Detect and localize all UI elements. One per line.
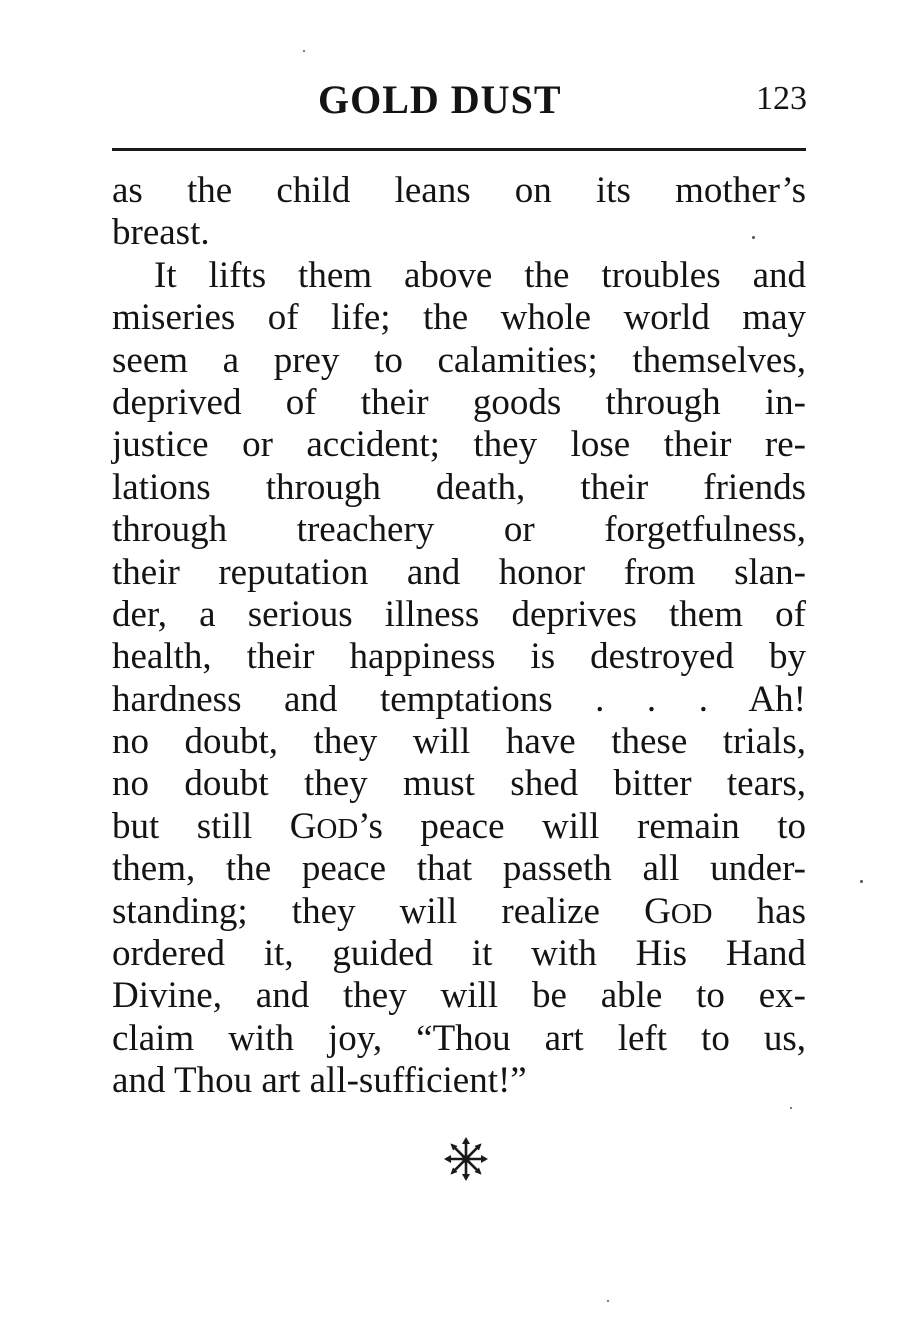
text-line: them, the peace that passeth all under- xyxy=(112,848,806,890)
text-line: standing; they will realize GOD has xyxy=(112,890,806,932)
text-line: health, their happiness is destroyed by xyxy=(112,636,806,678)
text-line: ordered it, guided it with His Hand xyxy=(112,933,806,975)
text-line: no doubt, they will have these trials, xyxy=(112,721,806,763)
body-text xyxy=(112,170,806,1103)
paper-speck xyxy=(790,1107,792,1109)
paper-speck xyxy=(303,50,305,52)
text-line: claim with joy, “Thou art left to us, xyxy=(112,1017,806,1059)
paper-speck xyxy=(860,880,863,883)
running-title: GOLD DUST xyxy=(318,77,562,122)
small-caps-word: GOD xyxy=(644,890,713,932)
text-line: It lifts them above the troubles and xyxy=(154,254,806,296)
small-caps-word: GOD xyxy=(289,805,359,847)
paragraph xyxy=(112,255,806,1103)
snowflake-ornament-icon xyxy=(443,1136,489,1182)
text-line: lations through death, their friends xyxy=(112,466,806,508)
text-line: breast. xyxy=(112,212,210,254)
paper-speck xyxy=(752,236,755,239)
paper-speck xyxy=(607,1300,609,1302)
text-line: and Thou art all-sufficient!” xyxy=(112,1060,527,1102)
text-line: der, a serious illness deprives them of xyxy=(112,593,806,635)
text-line: miseries of life; the whole world may xyxy=(112,297,806,339)
text-line: Divine, and they will be able to ex- xyxy=(112,975,806,1017)
text-line: through treachery or forgetfulness, xyxy=(112,509,806,551)
header-rule xyxy=(112,148,806,151)
text-line: seem a prey to calamities; themselves, xyxy=(112,339,806,381)
text-line: justice or accident; they lose their re- xyxy=(112,424,806,466)
text-line: deprived of their goods through in- xyxy=(112,381,806,423)
text-line: hardness and temptations . . . Ah! xyxy=(112,678,806,720)
page-number: 123 xyxy=(756,80,807,117)
paragraph-continued xyxy=(112,170,806,255)
text-line: as the child leans on its mother’s xyxy=(112,170,806,211)
text-line: their reputation and honor from slan- xyxy=(112,551,806,593)
text-line: no doubt they must shed bitter tears, xyxy=(112,763,806,805)
text-line: but still GOD’s peace will remain to xyxy=(112,805,806,847)
